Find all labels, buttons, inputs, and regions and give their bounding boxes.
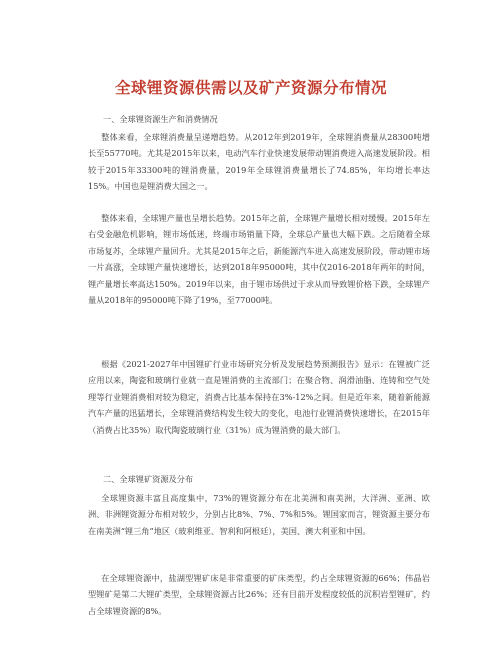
paragraph-resource-distribution (88, 490, 430, 539)
paragraph-production-trend (88, 210, 430, 308)
paragraph-deposit-types (88, 570, 430, 619)
paragraph-text: 整体来看，全球锂消费量呈递增趋势。从2012年到2019年，全球锂消费量从28300吨增长至55770吨。尤其是2015年以来，电动汽车行业快速发展带动锂消费进入高速发展阶段。相较于2015年33300吨的锂消费量，2019年全球锂消费量增长了74.85%，年均增长率达15%。中国也是锂消费大国之一。 (88, 132, 430, 192)
section-heading-distribution: 二、全球锂矿资源及分布 (103, 474, 194, 484)
paragraph-consumption-structure (88, 356, 430, 438)
paragraph-consumption-trend (88, 129, 430, 195)
paragraph-text: 全球锂资源丰富且高度集中，73%的锂资源分布在北美洲和南美洲，大洋洲、亚洲、欧洲、非洲锂资源分布相对较少，分别占比8%、7%、7%和5%。锂国家而言，锂资源主要分布在南美洲“锂三角”地区（玻利维亚、智利和阿根廷），美国、澳大利亚和中国。 (88, 493, 430, 536)
document-title: 全球锂资源供需以及矿产资源分布情况 (114, 79, 387, 97)
section-heading-production-consumption: 一、全球锂资源生产和消费情况 (103, 114, 218, 124)
paragraph-text: 在全球锂资源中，盐湖型锂矿床是非常重要的矿床类型，约占全球锂资源的66%；伟晶岩型锂矿是第二大锂矿类型，全球锂资源占比26%；还有目前开发程度较低的沉积岩型锂矿，约占全球锂资源的8%。 (88, 573, 430, 616)
paragraph-text: 整体来看，全球锂产量也呈增长趋势。2015年之前，全球锂产量增长相对缓慢。2015年左右受金融危机影响，锂市场低迷，终端市场销量下降，全球总产量也大幅下跌。之后随着全球市场复苏，全球锂产量回升。尤其是2015年之后，新能源汽车进入高速发展阶段，带动锂市场一片高涨，全球锂产量快速增长，达到2018年95000吨，其中仅2016-2018年两年的时间，锂产量增长率高达150%。2019年以来，由于锂市场供过于求从而导致锂价格下跌，全球锂产量从2018年的95000吨下降了19%，至77000吨。 (88, 213, 430, 306)
paragraph-text: 根据《2021-2027年中国锂矿行业市场研究分析及发展趋势预测报告》显示：在锂被广泛应用以来，陶瓷和玻璃行业就一直是锂消费的主流部门；在聚合物、润滑油脂、连铸和空气处理等行业锂消费相对较为稳定，消费占比基本保持在3%-12%之间。但是近年来，随着新能源汽车产量的迅猛增长，全球锂消费结构发生较大的变化，电池行业锂消费快速增长，在2015年（消费占比35%）取代陶瓷玻璃行业（31%）成为锂消费的最大部门。 (88, 359, 430, 435)
